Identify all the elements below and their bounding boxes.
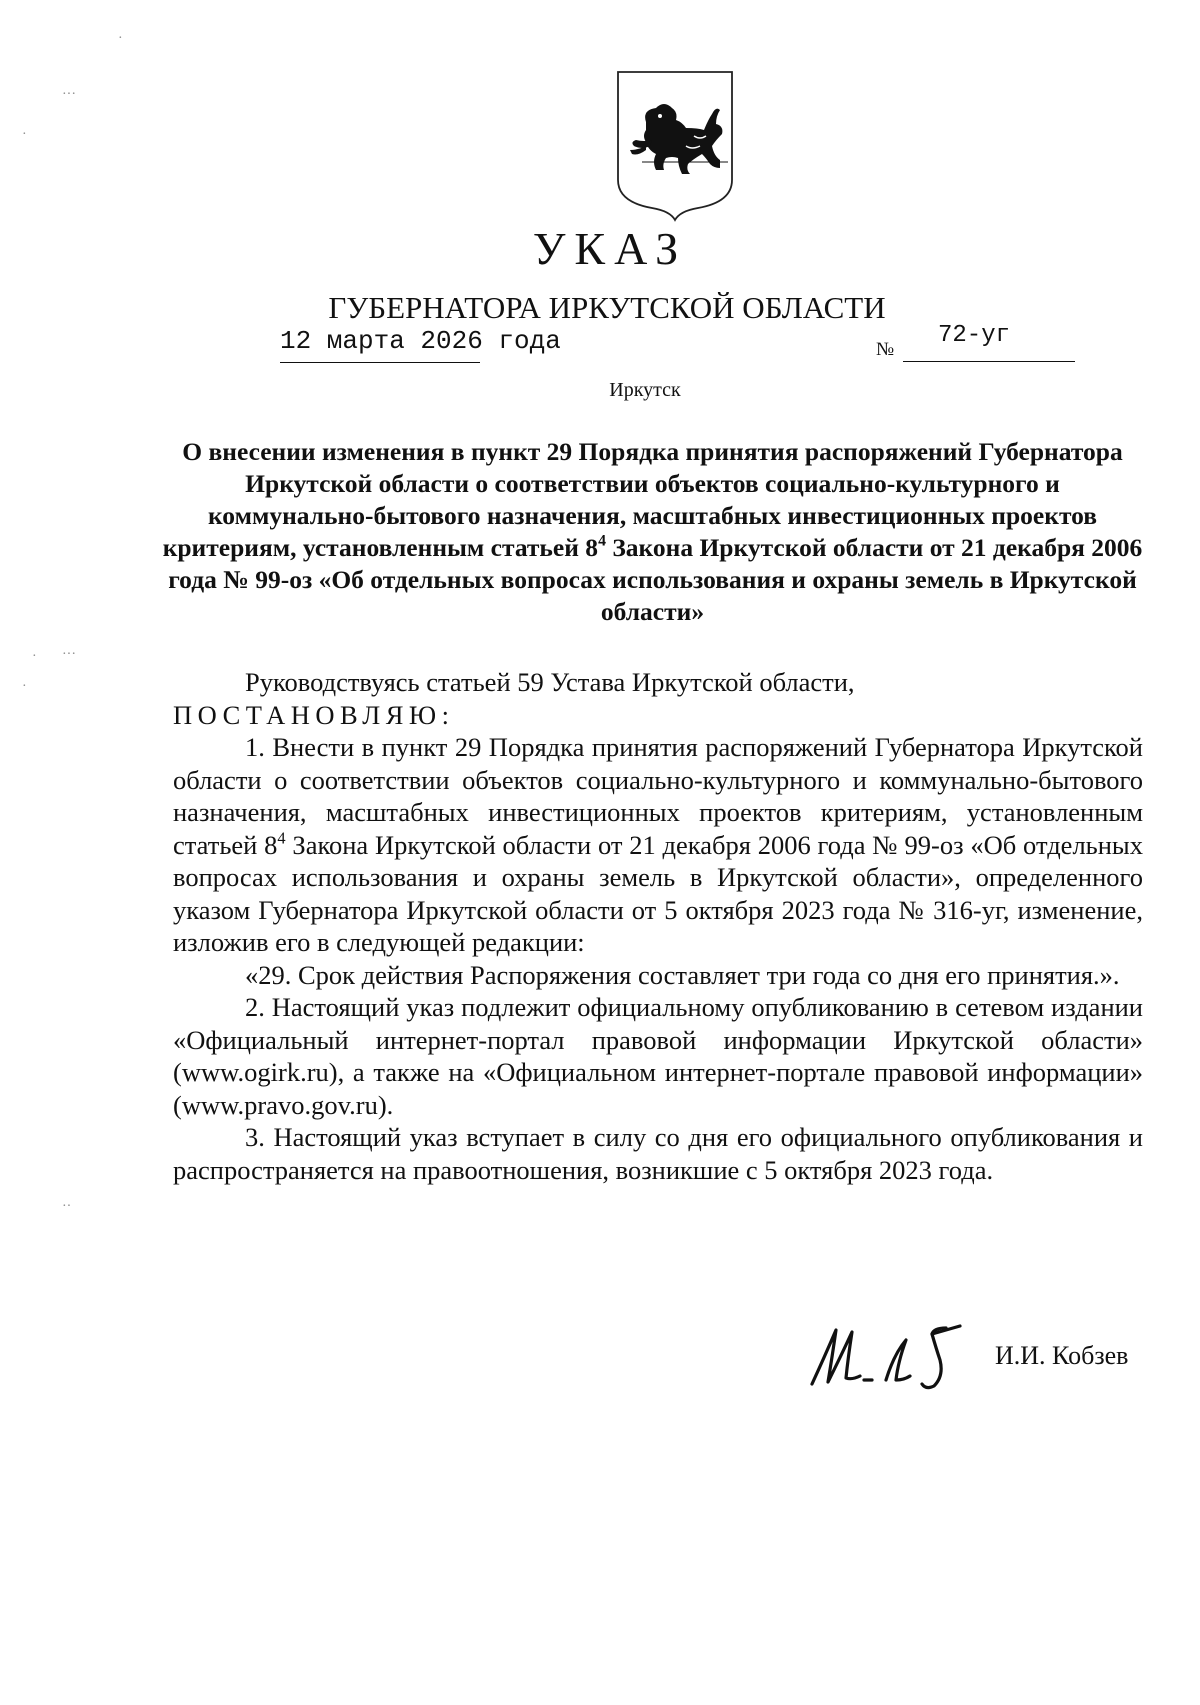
document-subtitle: ГУБЕРНАТОРА ИРКУТСКОЙ ОБЛАСТИ <box>328 290 886 325</box>
item-1-text-part2: Закона Иркутской области от 21 декабря 2006 года № 99-оз «Об отдельных вопросах использования и охраны земель в Иркутской области», определенного указом Губернатора Иркутской области от 5 октября 2023 года № 316-уг, изменение, изложив его в следующей редакции: <box>173 829 1143 957</box>
scan-artifact: · <box>22 679 27 694</box>
document-title: УКАЗ <box>532 223 688 274</box>
document-date: 12 марта 2026 года <box>280 326 561 356</box>
item-2-paragraph: 2. Настоящий указ подлежит официальному опубликованию в сетевом издании «Официальный интернет-портал правовой информации Иркутской области» (www.ogirk.ru), а также на «Официальном интернет-портале правовой информации» (www.pravo.gov.ru). <box>173 992 1143 1120</box>
item-1-paragraph <box>173 731 1143 959</box>
quoted-edition-paragraph: «29. Срок действия Распоряжения составляет три года со дня его принятия.». <box>245 959 1120 990</box>
scan-artifact: · <box>32 649 37 664</box>
scan-artifact: ·· <box>62 1199 72 1214</box>
number-underline <box>903 361 1075 362</box>
scan-artifact: ··· <box>62 87 76 102</box>
scan-artifact: · <box>22 127 27 142</box>
heading-text-part1: О внесении изменения в пункт 29 Порядка принятия распоряжений Губернатора Иркутской области о соответствии объектов социально-культурного и коммунально-бытового назначения, масштабных инвестиционных проектов критериям, установленным статьей 8 <box>162 437 1123 562</box>
handwritten-signature-icon <box>806 1318 974 1392</box>
document-number: 72-уг <box>938 322 1011 349</box>
decree-word: ПОСТАНОВЛЯЮ: <box>173 699 455 730</box>
item-1-superscript: 4 <box>277 827 286 847</box>
item-3-paragraph: 3. Настоящий указ вступает в силу со дня его официального опубликования и распространяется на правоотношения, возникшие с 5 октября 2023 года. <box>173 1122 1143 1185</box>
signer-name: И.И. Кобзев <box>995 1341 1129 1370</box>
intro-paragraph: Руководствуясь статьей 59 Устава Иркутской области, <box>245 667 855 697</box>
scan-artifact: ··· <box>62 647 76 662</box>
date-number-row <box>0 322 1200 368</box>
date-underline <box>280 362 480 363</box>
document-heading <box>160 436 1145 628</box>
coat-of-arms-icon <box>616 70 734 222</box>
heading-superscript: 4 <box>598 532 606 550</box>
heading-text-part2: Закона Иркутской области от 21 декабря 2006 года № 99-оз «Об отдельных вопросах использования и охраны земель в Иркутской области» <box>168 533 1143 626</box>
scan-artifact: · <box>118 31 123 46</box>
item-1-text-part1: 1. Внести в пункт 29 Порядка принятия распоряжений Губернатора Иркутской области о соответствии объектов социально-культурного и коммунально-бытового назначения, масштабных инвестиционных проектов критериям, установленным статьей 8 <box>173 732 1143 860</box>
document-body <box>173 666 1143 1186</box>
document-city: Иркутск <box>609 379 681 401</box>
number-sign: № <box>876 339 895 360</box>
